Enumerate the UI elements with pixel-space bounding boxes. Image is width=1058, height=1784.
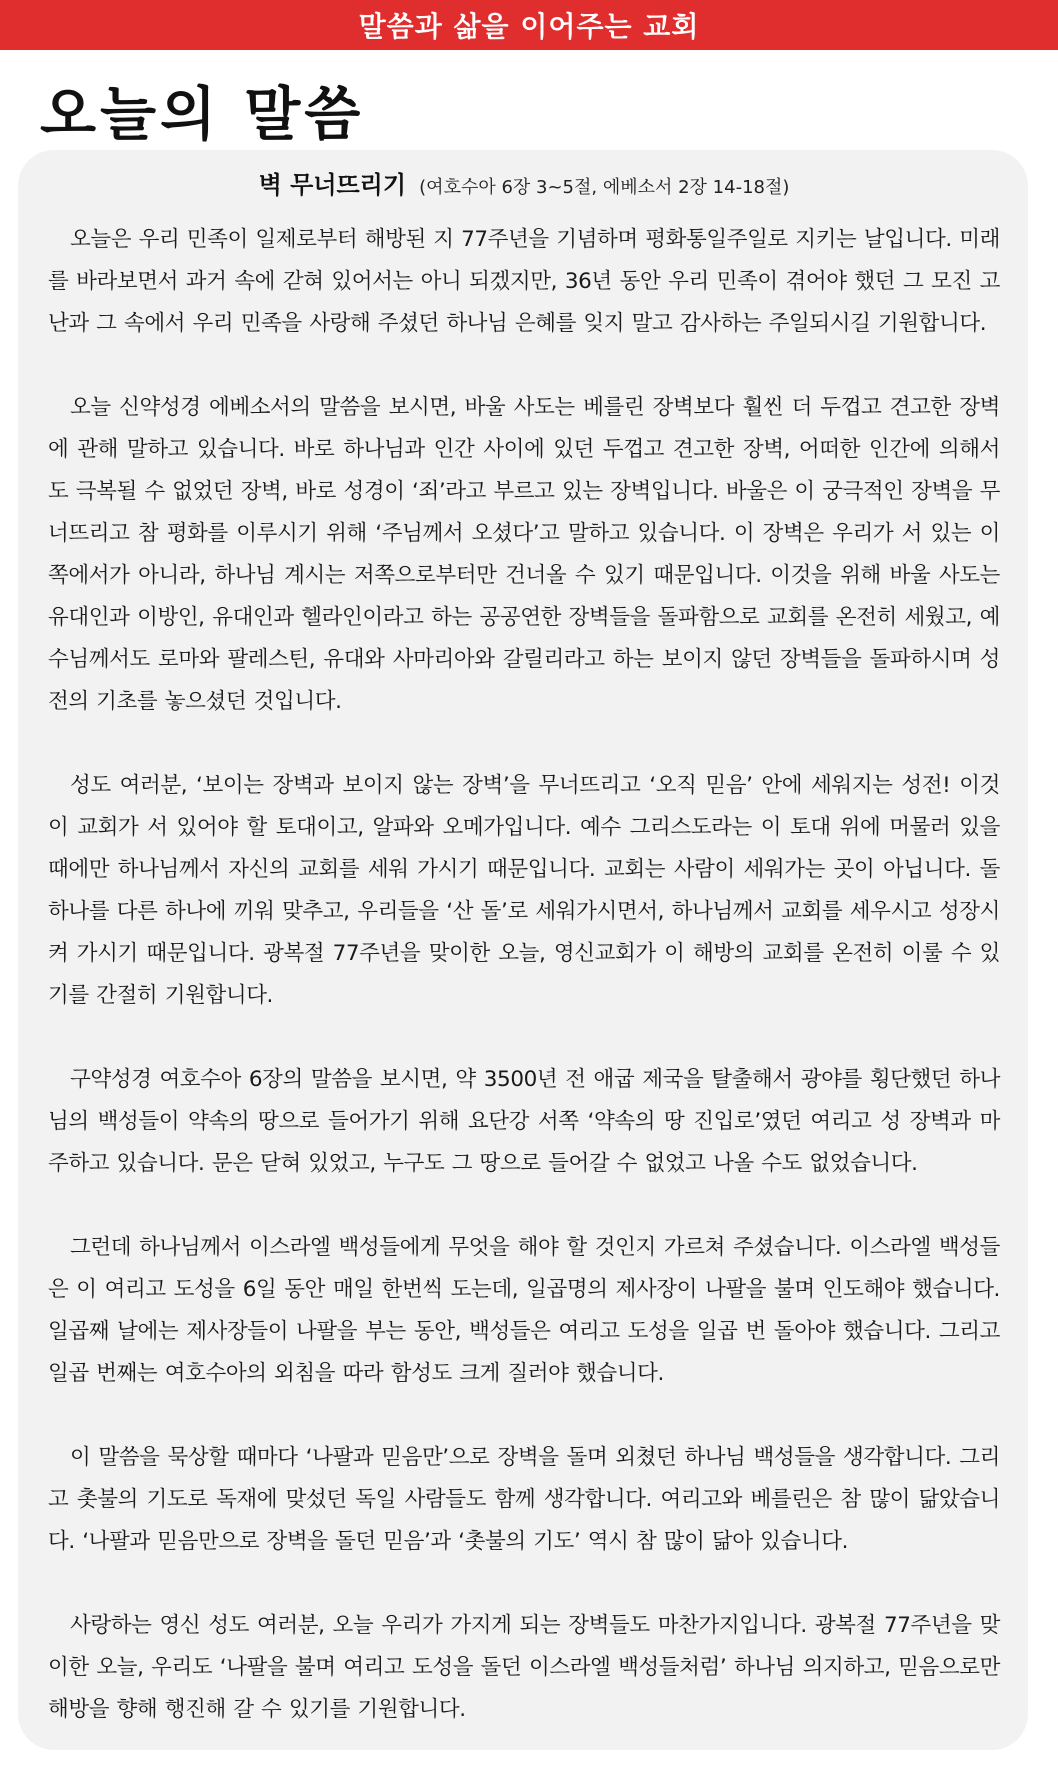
- sermon-header: [48, 170, 1000, 201]
- sermon-box: [18, 150, 1028, 1750]
- sermon-paragraph: 오늘은 우리 민족이 일제로부터 해방된 지 77주년을 기념하며 평화통일주일로 지키는 날입니다. 미래를 바라보면서 과거 속에 갇혀 있어서는 아니 되겠지만, 36년 동안 우리 민족이 겪어야 했던 그 모진 고난과 그 속에서 우리 민족을 사랑해 주셨던 하나님 은혜를 잊지 말고 감사하는 주일되시길 기원합니다.: [48, 227, 1000, 337]
- top-banner: [0, 0, 1058, 50]
- sermon-paragraph: 그런데 하나님께서 이스라엘 백성들에게 무엇을 해야 할 것인지 가르쳐 주셨습니다. 이스라엘 백성들은 이 여리고 도성을 6일 동안 매일 한번씩 도는데, 일곱명의 제사장이 나팔을 불며 인도해야 했습니다. 일곱째 날에는 제사장들이 나팔을 부는 동안, 백성들은 여리고 도성을 일곱 번 돌아야 했습니다. 그리고 일곱 번째는 여호수아의 외침을 따라 함성도 크게 질러야 했습니다.: [48, 1235, 1000, 1387]
- page-title: 오늘의 말씀: [40, 80, 365, 148]
- sermon-title: 벽 무너뜨리기: [258, 171, 407, 199]
- sermon-paragraph: 구약성경 여호수아 6장의 말씀을 보시면, 약 3500년 전 애굽 제국을 탈출해서 광야를 횡단했던 하나님의 백성들이 약속의 땅으로 들어가기 위해 요단강 서쪽 ‘약속의 땅 진입로’였던 여리고 성 장벽과 마주하고 있습니다. 문은 닫혀 있었고, 누구도 그 땅으로 들어갈 수 없었고 나올 수도 없었습니다.: [48, 1067, 1000, 1177]
- sermon-paragraph: 오늘 신약성경 에베소서의 말씀을 보시면, 바울 사도는 베를린 장벽보다 훨씬 더 두껍고 견고한 장벽에 관해 말하고 있습니다. 바로 하나님과 인간 사이에 있던 두껍고 견고한 장벽, 어떠한 인간에 의해서도 극복될 수 없었던 장벽, 바로 성경이 ‘죄’라고 부르고 있는 장벽입니다. 바울은 이 궁극적인 장벽을 무너뜨리고 참 평화를 이루시기 위해 ‘주님께서 오셨다’고 말하고 있습니다. 이 장벽은 우리가 서 있는 이쪽에서가 아니라, 하나님 계시는 저쪽으로부터만 건너올 수 있기 때문입니다. 이것을 위해 바울 사도는 유대인과 이방인, 유대인과 헬라인이라고 하는 공공연한 장벽들을 돌파함으로 교회를 온전히 세웠고, 예수님께서도 로마와 팔레스틴, 유대와 사마리아와 갈릴리라고 하는 보이지 않던 장벽들을 돌파하시며 성전의 기초를 놓으셨던 것입니다.: [48, 395, 1001, 715]
- banner-text: 말씀과 삶을 이어주는 교회: [358, 10, 700, 43]
- sermon-paragraph: 사랑하는 영신 성도 여러분, 오늘 우리가 가지게 되는 장벽들도 마찬가지입니다. 광복절 77주년을 맞이한 오늘, 우리도 ‘나팔을 불며 여리고 도성을 돌던 이스라엘 백성들처럼’ 하나님 의지하고, 믿음으로만 해방을 향해 행진해 갈 수 있기를 기원합니다.: [48, 1613, 1000, 1723]
- sermon-paragraph: 이 말씀을 묵상할 때마다 ‘나팔과 믿음만’으로 장벽을 돌며 외쳤던 하나님 백성들을 생각합니다. 그리고 촛불의 기도로 독재에 맞섰던 독일 사람들도 함께 생각합니다. 여리고와 베를린은 참 많이 닮았습니다. ‘나팔과 믿음만으로 장벽을 돌던 믿음’과 ‘촛불의 기도’ 역시 참 많이 닮아 있습니다.: [48, 1445, 1000, 1555]
- sermon-paragraph: 성도 여러분, ‘보이는 장벽과 보이지 않는 장벽’을 무너뜨리고 ‘오직 믿음’ 안에 세워지는 성전! 이것이 교회가 서 있어야 할 토대이고, 알파와 오메가입니다. 예수 그리스도라는 이 토대 위에 머물러 있을 때에만 하나님께서 자신의 교회를 세워 가시기 때문입니다. 교회는 사람이 세워가는 곳이 아닙니다. 돌 하나를 다른 하나에 끼워 맞추고, 우리들을 ‘산 돌’로 세워가시면서, 하나님께서 교회를 세우시고 성장시켜 가시기 때문입니다. 광복절 77주년을 맞이한 오늘, 영신교회가 이 해방의 교회를 온전히 이룰 수 있기를 간절히 기원합니다.: [48, 773, 1000, 1009]
- scripture-reference: (여호수아 6장 3~5절, 에베소서 2장 14-18절): [419, 177, 790, 198]
